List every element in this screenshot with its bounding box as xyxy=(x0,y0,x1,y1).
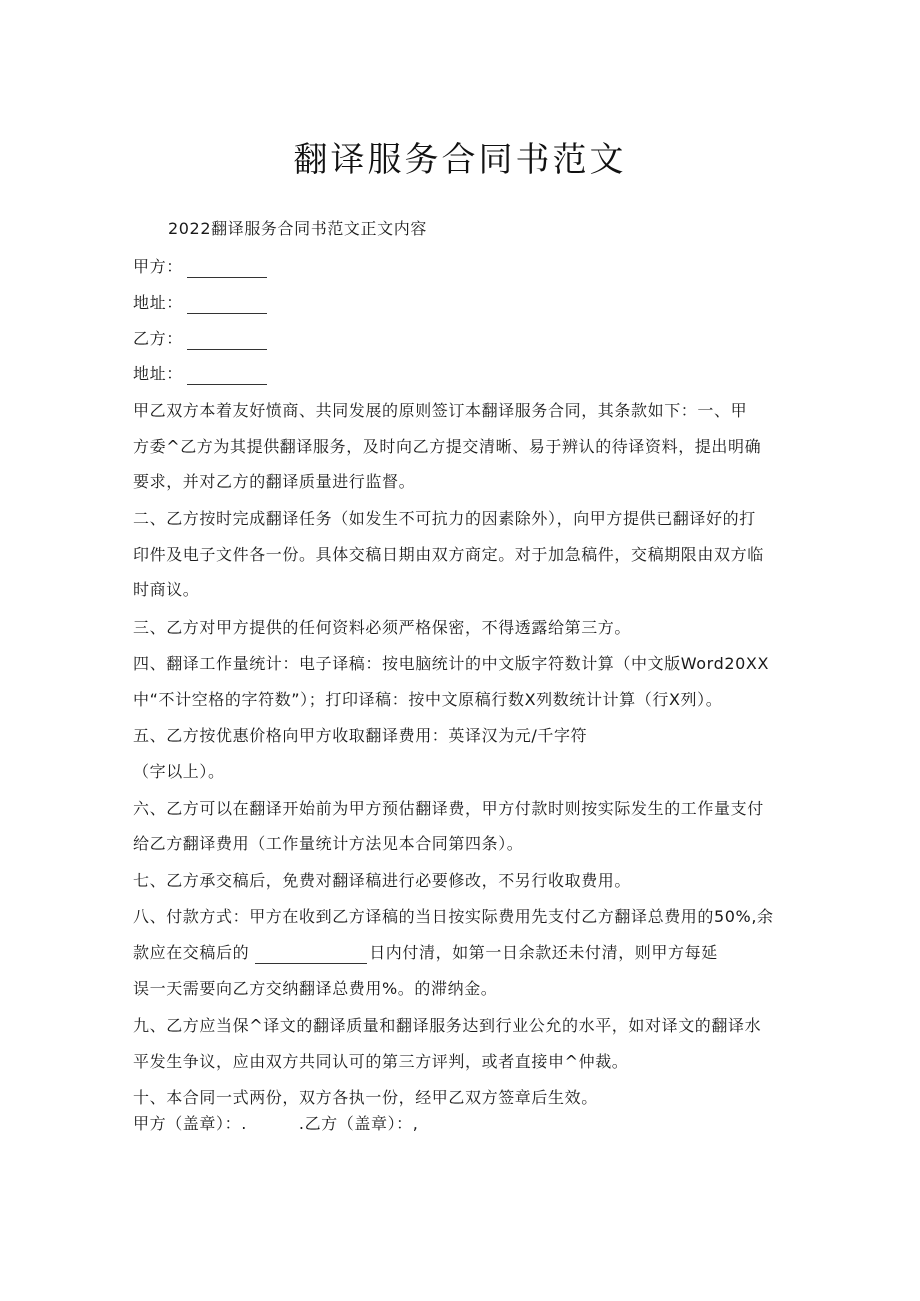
clause8-line2 xyxy=(133,942,718,964)
body-line: （字以上）。 xyxy=(133,762,225,781)
body-line: 平发生争议，应由双方共同认可的第三方评判，或者直接申^仲裁。 xyxy=(133,1052,629,1071)
party-a-blank xyxy=(187,259,267,278)
body-line: 给乙方翻译费用（工作量统计方法见本合同第四条）。 xyxy=(133,834,524,853)
body-line: 六、乙方可以在翻译开始前为甲方预估翻译费，甲方付款时则按实际发生的工作量支付 xyxy=(133,799,764,818)
clause8-suffix: 日内付清，如第一日余款还未付清，则甲方每延 xyxy=(369,943,718,962)
signature-line xyxy=(133,1113,418,1135)
body-line: 二、乙方按时完成翻译任务（如发生不可抗力的因素除外），向甲方提供已翻译好的打 xyxy=(133,509,756,528)
document-title: 翻译服务合同书范文 xyxy=(293,140,627,180)
party-b-blank xyxy=(187,331,267,350)
address-b-field xyxy=(133,363,267,385)
body-line: 四、翻译工作量统计：电子译稿：按电脑统计的中文版字符数计算（中文版Word20XX xyxy=(133,654,770,673)
body-line: 方委^乙方为其提供翻译服务，及时向乙方提交清晰、易于辨认的待译资料，提出明确 xyxy=(133,437,762,456)
address-a-field xyxy=(133,292,267,314)
clause8-prefix: 款应在交稿后的 xyxy=(133,943,250,962)
body-line: 七、乙方承交稿后，免费对翻译稿进行必要修改，不另行收取费用。 xyxy=(133,871,632,890)
address-a-blank xyxy=(187,295,267,314)
body-line: 十、本合同一式两份，双方各执一份，经甲乙双方签章后生效。 xyxy=(133,1088,598,1107)
body-line: 九、乙方应当保^译文的翻译质量和翻译服务达到行业公允的水平，如对译文的翻译水 xyxy=(133,1016,762,1035)
body-line: 八、付款方式：甲方在收到乙方译稿的当日按实际费用先支付乙方翻译总费用的50%,余 xyxy=(133,907,774,926)
sign-a: 甲方（盖章）：. xyxy=(133,1114,247,1133)
party-a-label: 甲方： xyxy=(133,257,183,276)
address-b-blank xyxy=(187,366,267,385)
body-line: 印件及电子文件各一份。具体交稿日期由双方商定。对于加急稿件，交稿期限由双方临 xyxy=(133,545,764,564)
body-line: 甲乙双方本着友好愤商、共同发展的原则签订本翻译服务合同，其条款如下：一、甲 xyxy=(133,401,748,420)
document-subtitle: 2022翻译服务合同书范文正文内容 xyxy=(168,219,427,238)
body-line: 五、乙方按优惠价格向甲方收取翻译费用：英译汉为元/千字符 xyxy=(133,726,588,745)
body-line: 三、乙方对甲方提供的任何资料必须严格保密，不得透露给第三方。 xyxy=(133,618,632,637)
days-blank xyxy=(255,945,367,964)
body-line: 误一天需要向乙方交纳翻译总费用%。的滞纳金。 xyxy=(133,979,498,998)
address-b-label: 地址： xyxy=(133,364,183,383)
party-b-label: 乙方： xyxy=(133,329,183,348)
body-line: 中“不计空格的字符数”）；打印译稿：按中文原稿行数X列数统计计算（行X列）。 xyxy=(133,690,723,709)
address-a-label: 地址： xyxy=(133,293,183,312)
party-b-field xyxy=(133,328,267,350)
body-line: 时商议。 xyxy=(133,580,200,599)
body-line: 要求，并对乙方的翻译质量进行监督。 xyxy=(133,472,416,491)
party-a-field xyxy=(133,256,267,278)
sign-b: .乙方（盖章）：, xyxy=(298,1114,419,1133)
